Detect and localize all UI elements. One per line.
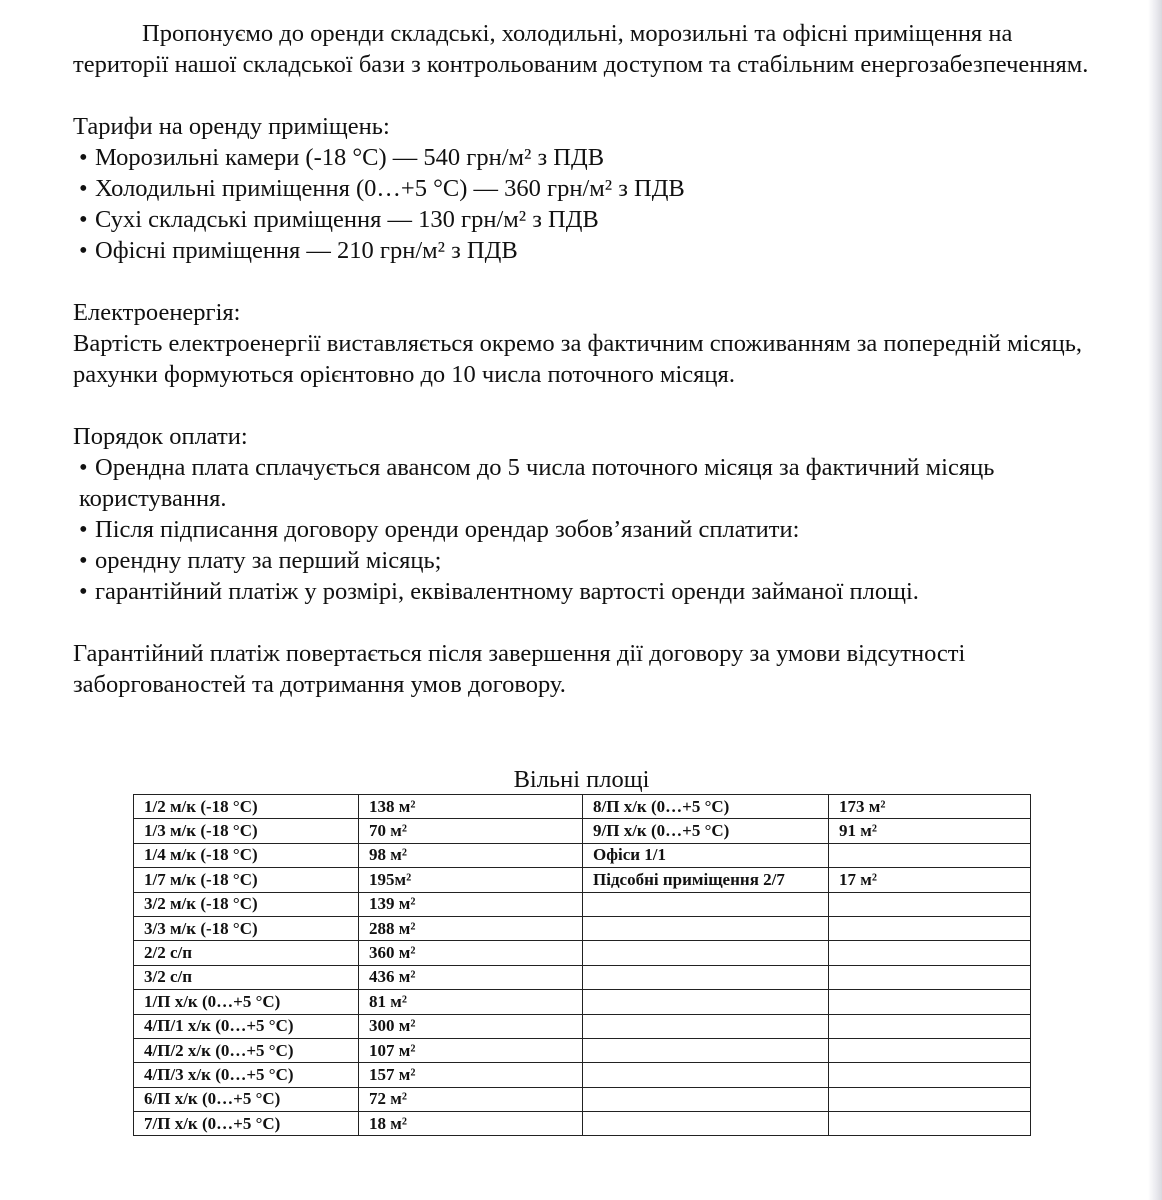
area-cell: 70 м² [359, 819, 583, 843]
payment-list [73, 452, 1113, 607]
area-cell: 81 м² [359, 990, 583, 1014]
area-cell: 107 м² [359, 1038, 583, 1062]
room-cell [583, 1038, 829, 1062]
room-cell: 3/2 с/п [134, 965, 359, 989]
table-title: Вільні площі [513, 766, 650, 793]
area-cell: 138 м² [359, 795, 583, 819]
table-row [134, 1087, 1031, 1111]
room-cell: 2/2 с/п [134, 941, 359, 965]
table-row [134, 941, 1031, 965]
table-row [134, 819, 1031, 843]
room-cell [583, 892, 829, 916]
room-cell: 9/П х/к (0…+5 °С) [583, 819, 829, 843]
table-row [134, 990, 1031, 1014]
area-cell: 360 м² [359, 941, 583, 965]
table-row [134, 843, 1031, 867]
bullet-icon: • [79, 144, 88, 171]
table-row [134, 1112, 1031, 1136]
payment-item: • Орендна плата сплачується авансом до 5 числа поточного місяця за фактичний місяць користування. [79, 454, 995, 512]
electricity-heading: Електроенергія: [73, 299, 241, 326]
area-cell [829, 990, 1031, 1014]
bullet-icon: • [79, 578, 88, 605]
bullet-icon: • [79, 516, 88, 543]
spacer [73, 266, 1113, 297]
bullet-icon: • [79, 454, 88, 481]
table-row [134, 1014, 1031, 1038]
area-cell: 98 м² [359, 843, 583, 867]
payment-heading: Порядок оплати: [73, 423, 248, 450]
area-cell [829, 843, 1031, 867]
room-cell [583, 1014, 829, 1038]
room-cell [583, 1112, 829, 1136]
tariffs-heading: Тарифи на оренду приміщень: [73, 113, 390, 140]
spacer [73, 390, 1113, 421]
table-row [134, 965, 1031, 989]
area-cell [829, 1063, 1031, 1087]
intro-paragraph: Пропонуємо до оренди складські, холодильні, морозильні та офісні приміщення на території нашої складської бази з контрольованим доступом та стабільним енергозабезпеченням. [73, 20, 1089, 78]
room-cell: 3/3 м/к (-18 °С) [134, 916, 359, 940]
room-cell: 4/П/3 х/к (0…+5 °С) [134, 1063, 359, 1087]
room-cell: 4/П/1 х/к (0…+5 °С) [134, 1014, 359, 1038]
bullet-icon: • [79, 175, 88, 202]
room-cell [583, 916, 829, 940]
tariff-item: • Холодильні приміщення (0…+5 °С) — 360 грн/м² з ПДВ [79, 175, 685, 202]
room-cell: Офіси 1/1 [583, 843, 829, 867]
area-cell: 173 м² [829, 795, 1031, 819]
area-cell: 139 м² [359, 892, 583, 916]
room-cell: 4/П/2 х/к (0…+5 °С) [134, 1038, 359, 1062]
table-body [134, 795, 1031, 1136]
table-row [134, 1038, 1031, 1062]
spacer [73, 80, 1113, 111]
area-cell [829, 916, 1031, 940]
room-cell: 6/П х/к (0…+5 °С) [134, 1087, 359, 1111]
area-cell [829, 1087, 1031, 1111]
payment-item: • Після підписання договору оренди орендар зобов’язаний сплатити: [79, 516, 800, 543]
deposit-note: Гарантійний платіж повертається після завершення дії договору за умови відсутності заборгованостей та дотримання умов договору. [73, 640, 966, 698]
area-cell [829, 892, 1031, 916]
payment-item: • орендну плату за перший місяць; [79, 547, 442, 574]
room-cell: 1/3 м/к (-18 °С) [134, 819, 359, 843]
tariffs-list [73, 142, 1113, 266]
room-cell [583, 965, 829, 989]
table-row [134, 868, 1031, 892]
page-edge-shadow [1148, 0, 1162, 1200]
room-cell: 1/4 м/к (-18 °С) [134, 843, 359, 867]
area-cell: 72 м² [359, 1087, 583, 1111]
tariff-item: • Морозильні камери (-18 °С) — 540 грн/м² з ПДВ [79, 144, 605, 171]
table-row [134, 795, 1031, 819]
bullet-icon: • [79, 237, 88, 264]
area-cell [829, 1038, 1031, 1062]
table-row [134, 916, 1031, 940]
room-cell [583, 941, 829, 965]
area-cell: 300 м² [359, 1014, 583, 1038]
room-cell [583, 1087, 829, 1111]
area-cell: 91 м² [829, 819, 1031, 843]
area-cell: 157 м² [359, 1063, 583, 1087]
document-body [73, 18, 1113, 700]
room-cell [583, 1063, 829, 1087]
room-cell [583, 990, 829, 1014]
bullet-icon: • [79, 206, 88, 233]
spacer [73, 607, 1113, 638]
area-cell: 18 м² [359, 1112, 583, 1136]
area-cell [829, 965, 1031, 989]
area-cell: 288 м² [359, 916, 583, 940]
electricity-text: Вартість електроенергії виставляється окремо за фактичним споживанням за попередній місяць, рахунки формуються орієнтовно до 10 числа поточного місяця. [73, 330, 1082, 388]
area-cell: 195м² [359, 868, 583, 892]
room-cell: 1/7 м/к (-18 °С) [134, 868, 359, 892]
payment-item: • гарантійний платіж у розмірі, еквівалентному вартості оренди займаної площі. [79, 578, 919, 605]
area-cell [829, 1014, 1031, 1038]
room-cell: 7/П х/к (0…+5 °С) [134, 1112, 359, 1136]
area-cell: 436 м² [359, 965, 583, 989]
room-cell: 8/П х/к (0…+5 °С) [583, 795, 829, 819]
room-cell: 1/П х/к (0…+5 °С) [134, 990, 359, 1014]
room-cell: Підсобні приміщення 2/7 [583, 868, 829, 892]
tariff-item: • Сухі складські приміщення — 130 грн/м² з ПДВ [79, 206, 599, 233]
room-cell: 3/2 м/к (-18 °С) [134, 892, 359, 916]
bullet-icon: • [79, 547, 88, 574]
area-cell [829, 941, 1031, 965]
room-cell: 1/2 м/к (-18 °С) [134, 795, 359, 819]
tariff-item: • Офісні приміщення — 210 грн/м² з ПДВ [79, 237, 518, 264]
table-row [134, 1063, 1031, 1087]
free-areas-table [133, 794, 1031, 1136]
area-cell [829, 1112, 1031, 1136]
table-row [134, 892, 1031, 916]
area-cell: 17 м² [829, 868, 1031, 892]
